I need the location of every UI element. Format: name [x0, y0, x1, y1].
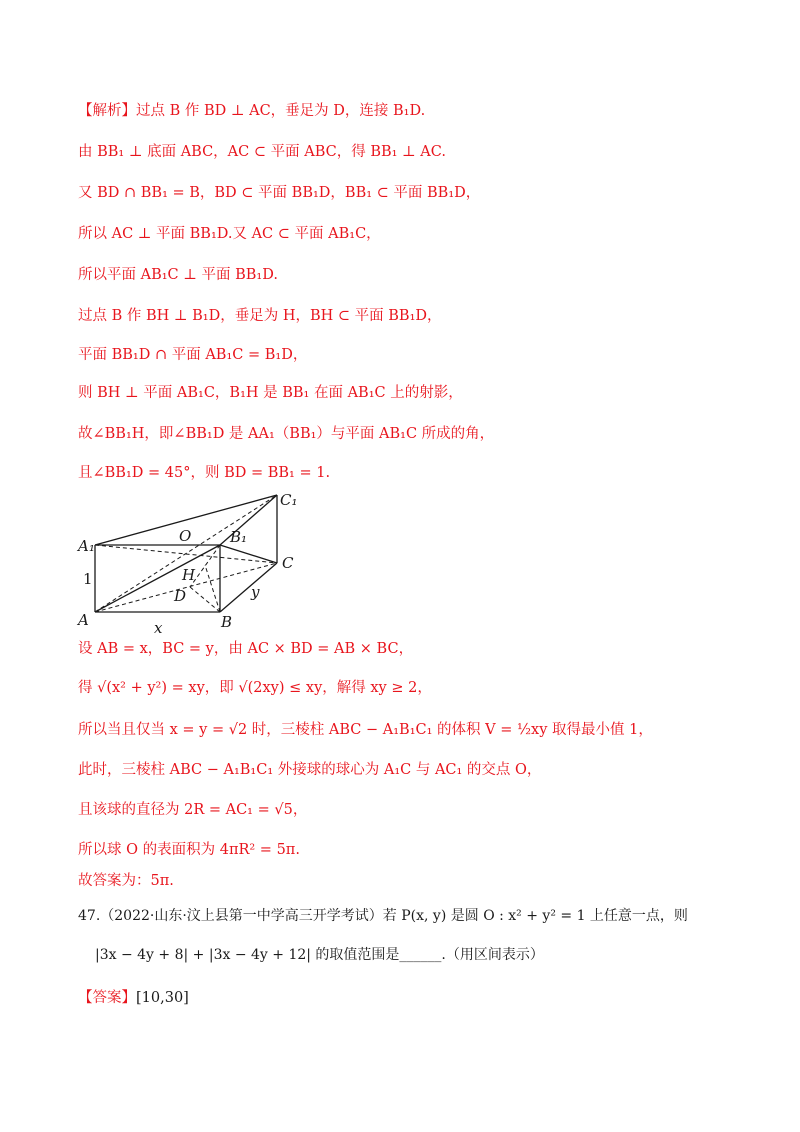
after-line-5: 且该球的直径为 2R = AC₁ = √5，: [78, 802, 308, 818]
label-o: O: [179, 527, 192, 545]
after-line-3: 所以当且仅当 x = y = √2 时，三棱柱 ABC − A₁B₁C₁ 的体积 V = ½xy 取得最小值 1，: [78, 722, 653, 738]
solution-line-2: 由 BB₁ ⊥ 底面 ABC，AC ⊂ 平面 ABC，得 BB₁ ⊥ AC.: [78, 144, 446, 160]
prism-figure: [70, 485, 310, 640]
label-y: y: [251, 583, 260, 601]
solution-line-1: 【解析】过点 B 作 BD ⊥ AC，垂足为 D，连接 B₁D.: [78, 103, 426, 119]
label-a1: A₁: [78, 537, 95, 555]
solution-line-5: 所以平面 AB₁C ⊥ 平面 BB₁D.: [78, 267, 278, 283]
after-line-1: 设 AB = x，BC = y，由 AC × BD = AB × BC，: [78, 641, 414, 657]
hidden-b-d: [190, 587, 220, 612]
solution-line-10: 且∠BB₁D = 45°，则 BD = BB₁ = 1.: [78, 465, 331, 481]
label-a: A: [78, 611, 89, 629]
after-line-2: 得 √(x² + y²) = xy，即 √(2xy) ≤ xy，解得 xy ≥ 2，: [78, 680, 432, 696]
label-one: 1: [83, 570, 93, 588]
label-b1: B₁: [230, 528, 248, 546]
edge-b-c: [220, 563, 277, 612]
problem-line-1: 47.（2022·山东·汶上县第一中学高三开学考试）若 P(x, y) 是圆 O : x² + y² = 1 上任意一点，则: [78, 908, 688, 924]
solution-line-8: 则 BH ⊥ 平面 AB₁C，B₁H 是 BB₁ 在面 AB₁C 上的射影，: [78, 385, 463, 401]
solution-line-3: 又 BD ∩ BB₁ = B，BD ⊂ 平面 BB₁D，BB₁ ⊂ 平面 BB₁D，: [78, 185, 481, 201]
answer-line: 故答案为：5π.: [78, 873, 174, 889]
answer-value: [10,30]: [136, 990, 189, 1006]
label-c: C: [282, 554, 294, 572]
hidden-b-h: [205, 565, 220, 612]
solution-line-7: 平面 BB₁D ∩ 平面 AB₁C = B₁D，: [78, 347, 308, 363]
label-h: H: [182, 566, 196, 584]
label-d: D: [174, 587, 187, 605]
answer-label: 【答案】: [78, 990, 136, 1006]
label-c1: C₁: [280, 491, 298, 509]
answer-block: [78, 988, 189, 1008]
problem-line-2: |3x − 4y + 8| + |3x − 4y + 12| 的取值范围是______.（用区间表示）: [95, 947, 544, 963]
after-line-4: 此时，三棱柱 ABC − A₁B₁C₁ 外接球的球心为 A₁C 与 AC₁ 的交点 O，: [78, 762, 542, 778]
solution-line-9: 故∠BB₁H，即∠BB₁D 是 AA₁（BB₁）与平面 AB₁C 所成的角，: [78, 426, 495, 442]
solution-line-4: 所以 AC ⊥ 平面 BB₁D.又 AC ⊂ 平面 AB₁C，: [78, 226, 381, 242]
label-x: x: [154, 619, 163, 637]
after-line-6: 所以球 O 的表面积为 4πR² = 5π.: [78, 842, 300, 858]
solution-line-6: 过点 B 作 BH ⊥ B₁D，垂足为 H，BH ⊂ 平面 BB₁D，: [78, 308, 442, 324]
label-b: B: [221, 613, 233, 631]
